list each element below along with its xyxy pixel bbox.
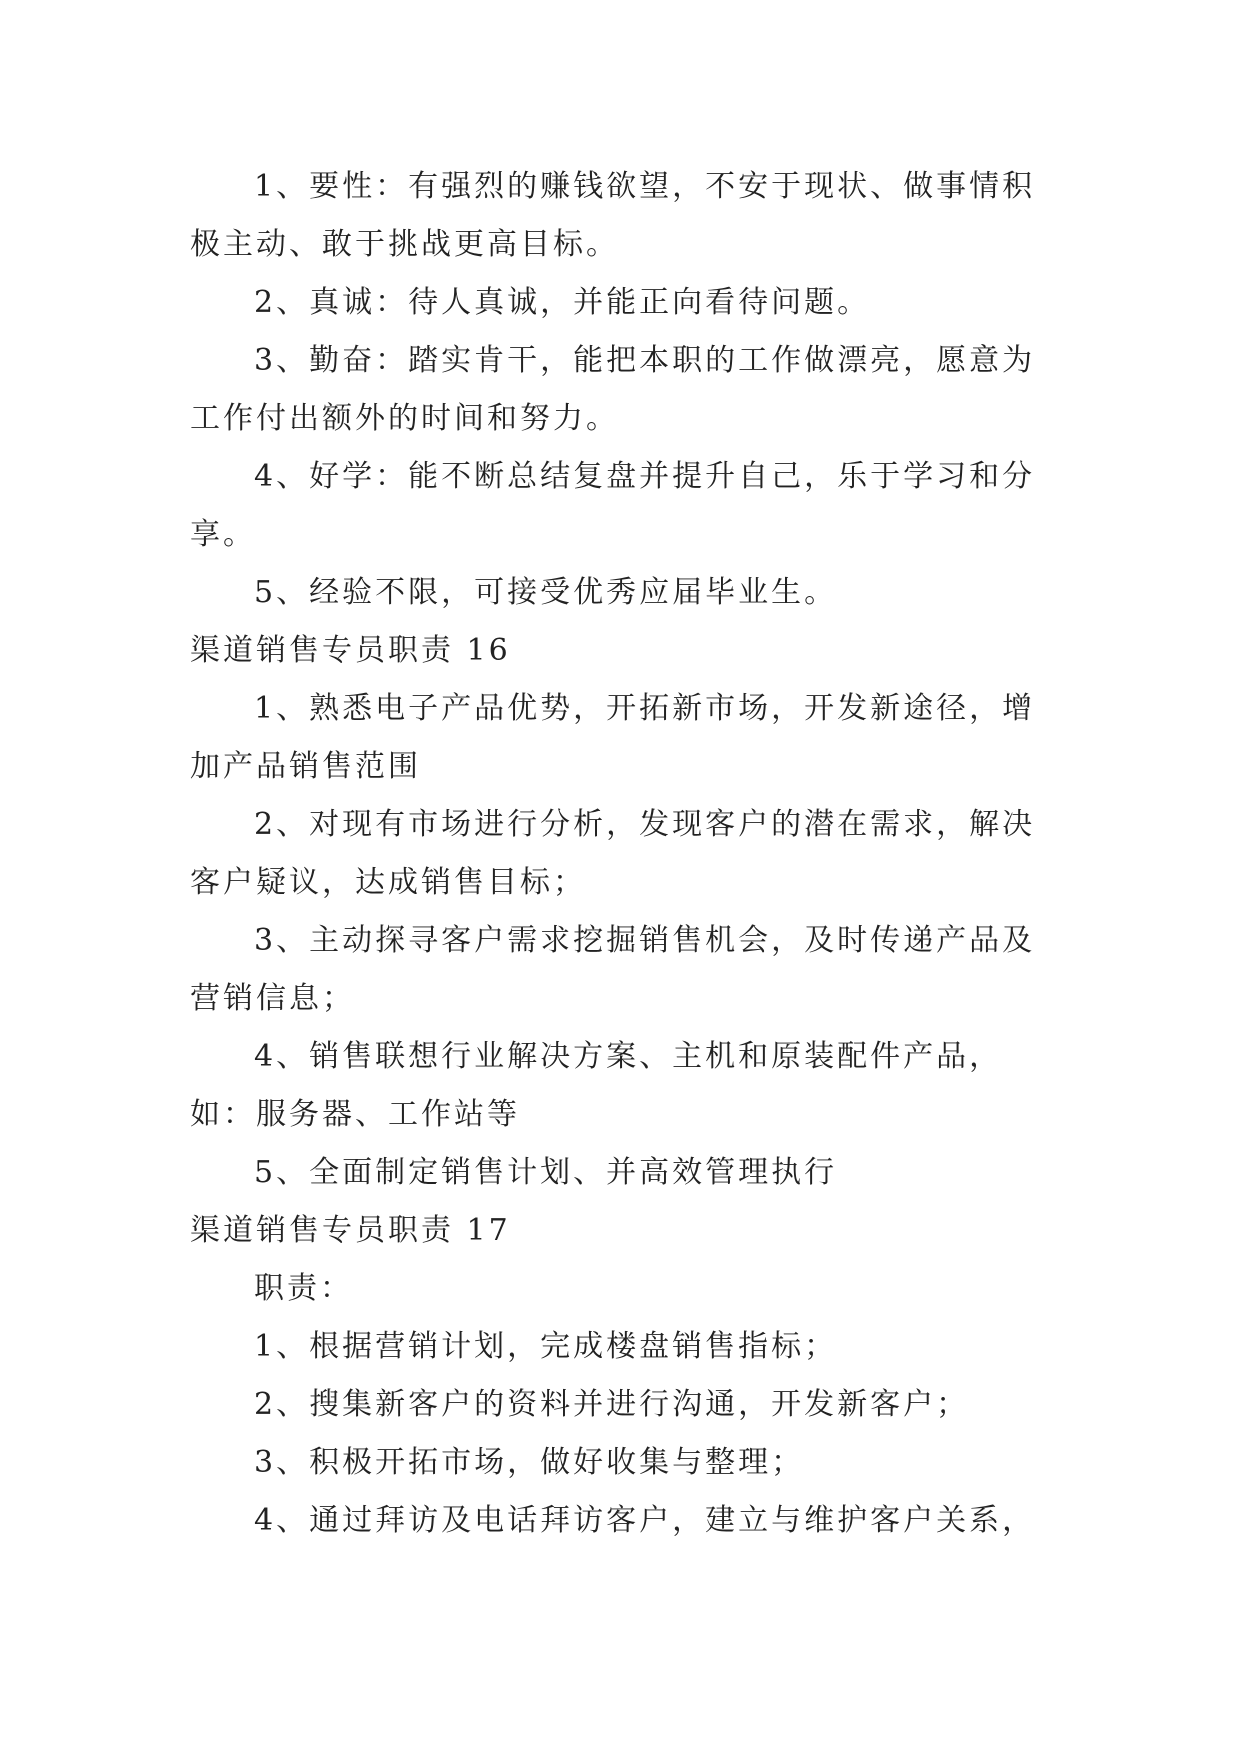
paragraph: 2、真诚：待人真诚，并能正向看待问题。 bbox=[254, 285, 871, 320]
paragraph: 4、销售联想行业解决方案、主机和原装配件产品，如：服务器、工作站等 bbox=[190, 1039, 1003, 1132]
paragraph: 4、好学：能不断总结复盘并提升自己，乐于学习和分享。 bbox=[190, 459, 1036, 552]
paragraph: 3、积极开拓市场，做好收集与整理； bbox=[254, 1445, 805, 1480]
paragraph: 1、根据营销计划，完成楼盘销售指标； bbox=[254, 1329, 838, 1364]
paragraph: 2、搜集新客户的资料并进行沟通，开发新客户； bbox=[254, 1387, 970, 1422]
paragraph: 3、主动探寻客户需求挖掘销售机会，及时传递产品及营销信息； bbox=[190, 923, 1036, 1016]
paragraph: 2、对现有市场进行分析，发现客户的潜在需求，解决客户疑议，达成销售目标； bbox=[190, 807, 1036, 900]
section-heading: 渠道销售专员职责 16 bbox=[190, 633, 511, 668]
paragraph: 1、熟悉电子产品优势，开拓新市场，开发新途径，增加产品销售范围 bbox=[190, 691, 1036, 784]
paragraph: 5、经验不限，可接受优秀应届毕业生。 bbox=[254, 575, 838, 610]
paragraph: 1、要性：有强烈的赚钱欲望，不安于现状、做事情积极主动、敢于挑战更高目标。 bbox=[190, 169, 1036, 262]
paragraph: 4、通过拜访及电话拜访客户，建立与维护客户关系， bbox=[254, 1503, 1036, 1538]
paragraph: 3、勤奋：踏实肯干，能把本职的工作做漂亮，愿意为工作付出额外的时间和努力。 bbox=[190, 343, 1036, 436]
section-heading: 渠道销售专员职责 17 bbox=[190, 1213, 511, 1248]
paragraph: 职责： bbox=[254, 1271, 353, 1306]
paragraph: 5、全面制定销售计划、并高效管理执行 bbox=[254, 1155, 838, 1190]
document-body bbox=[190, 158, 1060, 1550]
